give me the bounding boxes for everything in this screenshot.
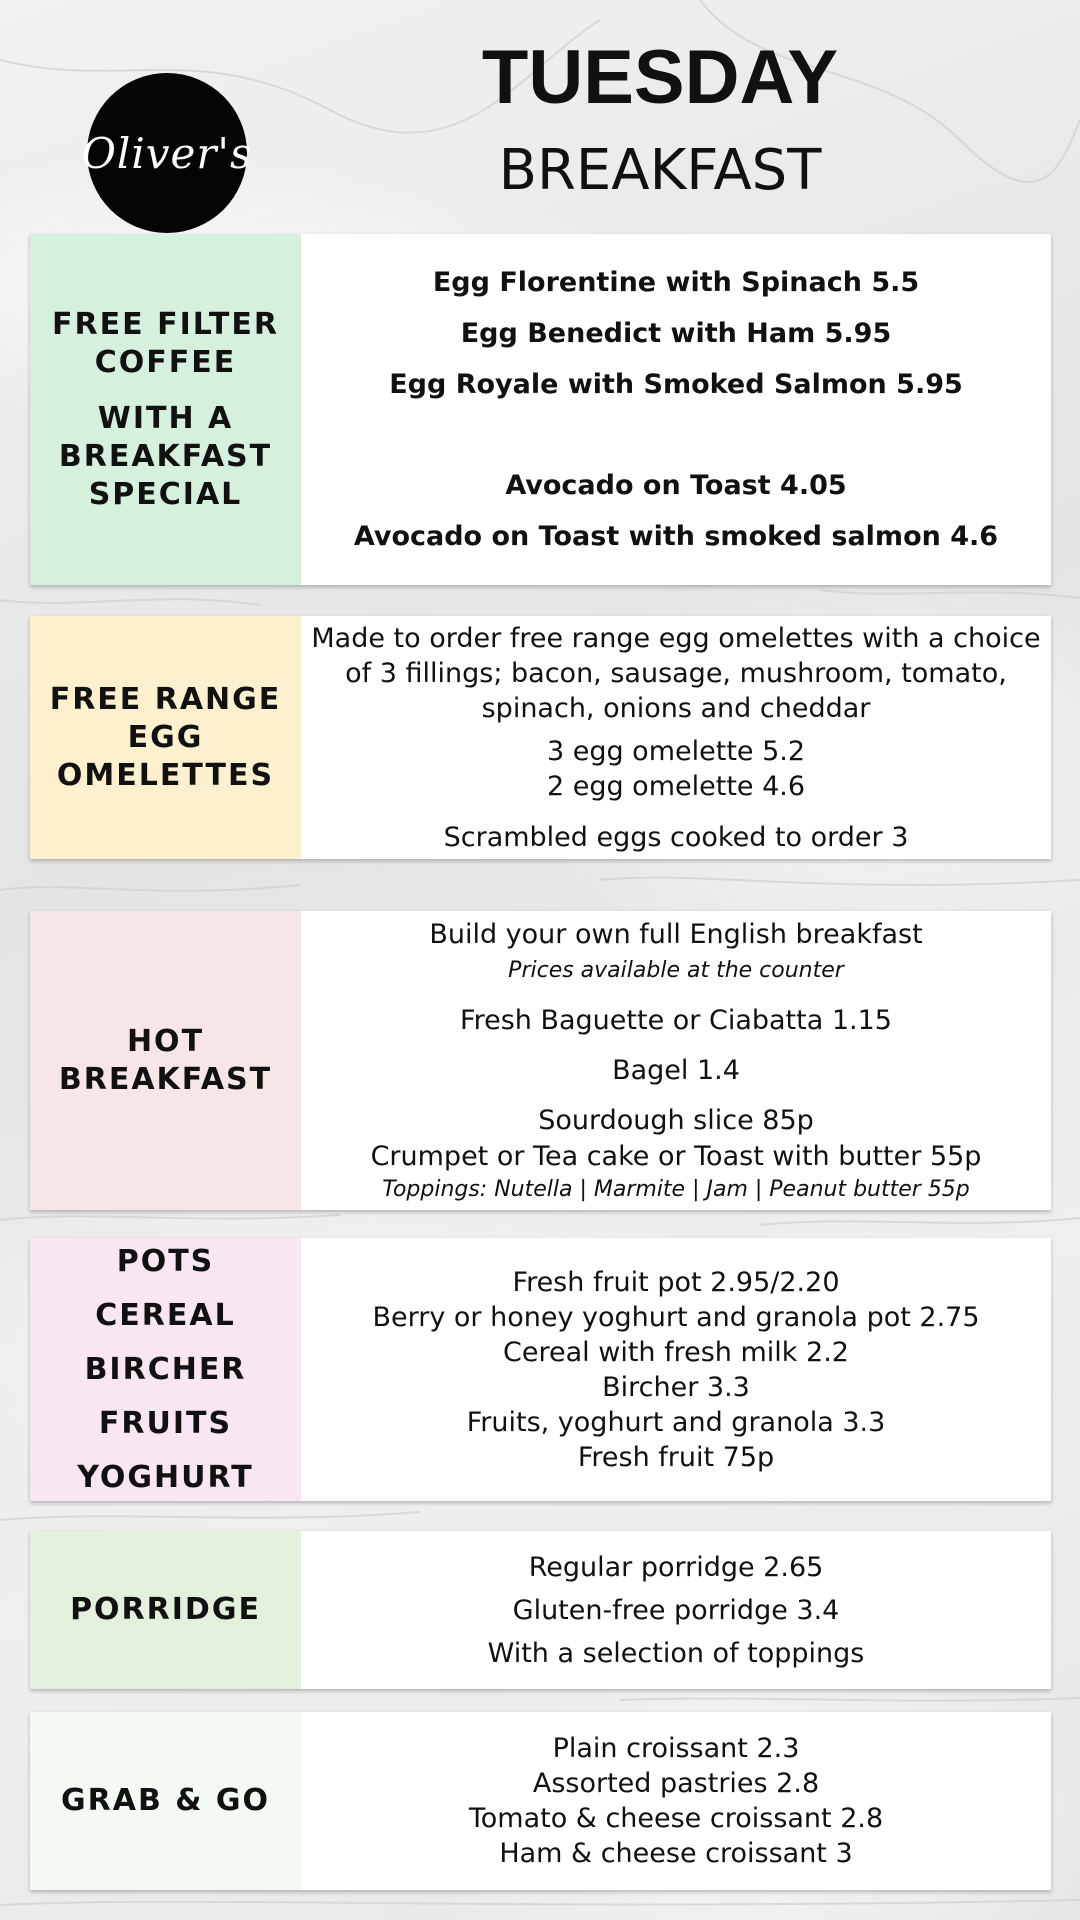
section-items: [301, 616, 1051, 859]
section-items: [301, 1238, 1051, 1501]
section-label: FREE FILTER COFFEE WITH A BREAKFAST SPECIAL: [30, 234, 301, 585]
menu-item: Sourdough slice 85p: [538, 1104, 814, 1136]
menu-item: Cereal with fresh milk 2.2: [503, 1336, 849, 1368]
menu-item: Egg Royale with Smoked Salmon 5.95: [389, 369, 963, 400]
section-description: Made to order free range egg omelettes with a choice: [311, 622, 1041, 654]
menu-item: Avocado on Toast 4.05: [505, 470, 847, 501]
section-label: HOT BREAKFAST: [30, 911, 301, 1210]
menu-item: Tomato & cheese croissant 2.8: [468, 1803, 884, 1834]
menu-item: 2 egg omelette 4.6: [546, 770, 806, 802]
section-items: [301, 1712, 1051, 1890]
menu-item: Bircher 3.3: [602, 1371, 750, 1403]
toppings-note: Toppings: Nutella | Marmite | Jam | Peanut butter 55p: [382, 1176, 970, 1202]
logo-text: Oliver's: [81, 128, 253, 178]
menu-day-title: TUESDAY: [481, 35, 839, 120]
menu-item: Crumpet or Tea cake or Toast with butter 55p: [370, 1140, 982, 1172]
menu-item: Fresh Baguette or Ciabatta 1.15: [460, 1004, 892, 1036]
section-label: POTS CEREAL BIRCHER FRUITS YOGHURT: [30, 1238, 301, 1501]
section-label: PORRIDGE: [30, 1531, 301, 1689]
menu-meal-title: BREAKFAST: [498, 138, 822, 203]
menu-item: Ham & cheese croissant 3: [499, 1838, 853, 1869]
logo: [81, 73, 253, 233]
section-porridge: [30, 1531, 1051, 1689]
menu-item: Gluten-free porridge 3.4: [512, 1594, 840, 1626]
section-label: GRAB & GO: [30, 1712, 301, 1890]
section-items: [301, 1531, 1051, 1689]
menu-item: Plain croissant 2.3: [552, 1733, 800, 1764]
menu-item: Scrambled eggs cooked to order 3: [443, 821, 909, 853]
section-items: [301, 911, 1051, 1210]
menu-item: Bagel 1.4: [612, 1054, 740, 1086]
menu-item: Egg Florentine with Spinach 5.5: [432, 267, 920, 298]
section-label: FREE RANGE EGG OMELETTES: [30, 616, 301, 859]
section-pots-cereal: [30, 1238, 1051, 1501]
section-description: spinach, onions and cheddar: [481, 692, 871, 724]
menu-item: With a selection of toppings: [487, 1637, 865, 1669]
menu-item: Regular porridge 2.65: [528, 1551, 824, 1583]
section-omelettes: [30, 616, 1051, 859]
section-description: of 3 fillings; bacon, sausage, mushroom, tomato,: [345, 657, 1007, 689]
section-items: [301, 234, 1051, 585]
section-grab-and-go: [30, 1712, 1051, 1890]
price-note: Prices available at the counter: [508, 957, 844, 983]
menu-item: 3 egg omelette 5.2: [546, 735, 806, 767]
section-hot-breakfast: [30, 911, 1051, 1210]
menu-item: Assorted pastries 2.8: [532, 1768, 820, 1799]
menu-item: Fresh fruit 75p: [577, 1441, 775, 1473]
menu-item: Fruits, yoghurt and granola 3.3: [466, 1406, 886, 1438]
menu-item: Avocado on Toast with smoked salmon 4.6: [353, 521, 999, 552]
section-intro: Build your own full English breakfast: [429, 918, 923, 950]
menu-item: Berry or honey yoghurt and granola pot 2.75: [372, 1301, 980, 1333]
menu-item: Fresh fruit pot 2.95/2.20: [512, 1266, 840, 1298]
menu-item: Egg Benedict with Ham 5.95: [460, 318, 892, 349]
section-breakfast-special: [30, 234, 1051, 585]
